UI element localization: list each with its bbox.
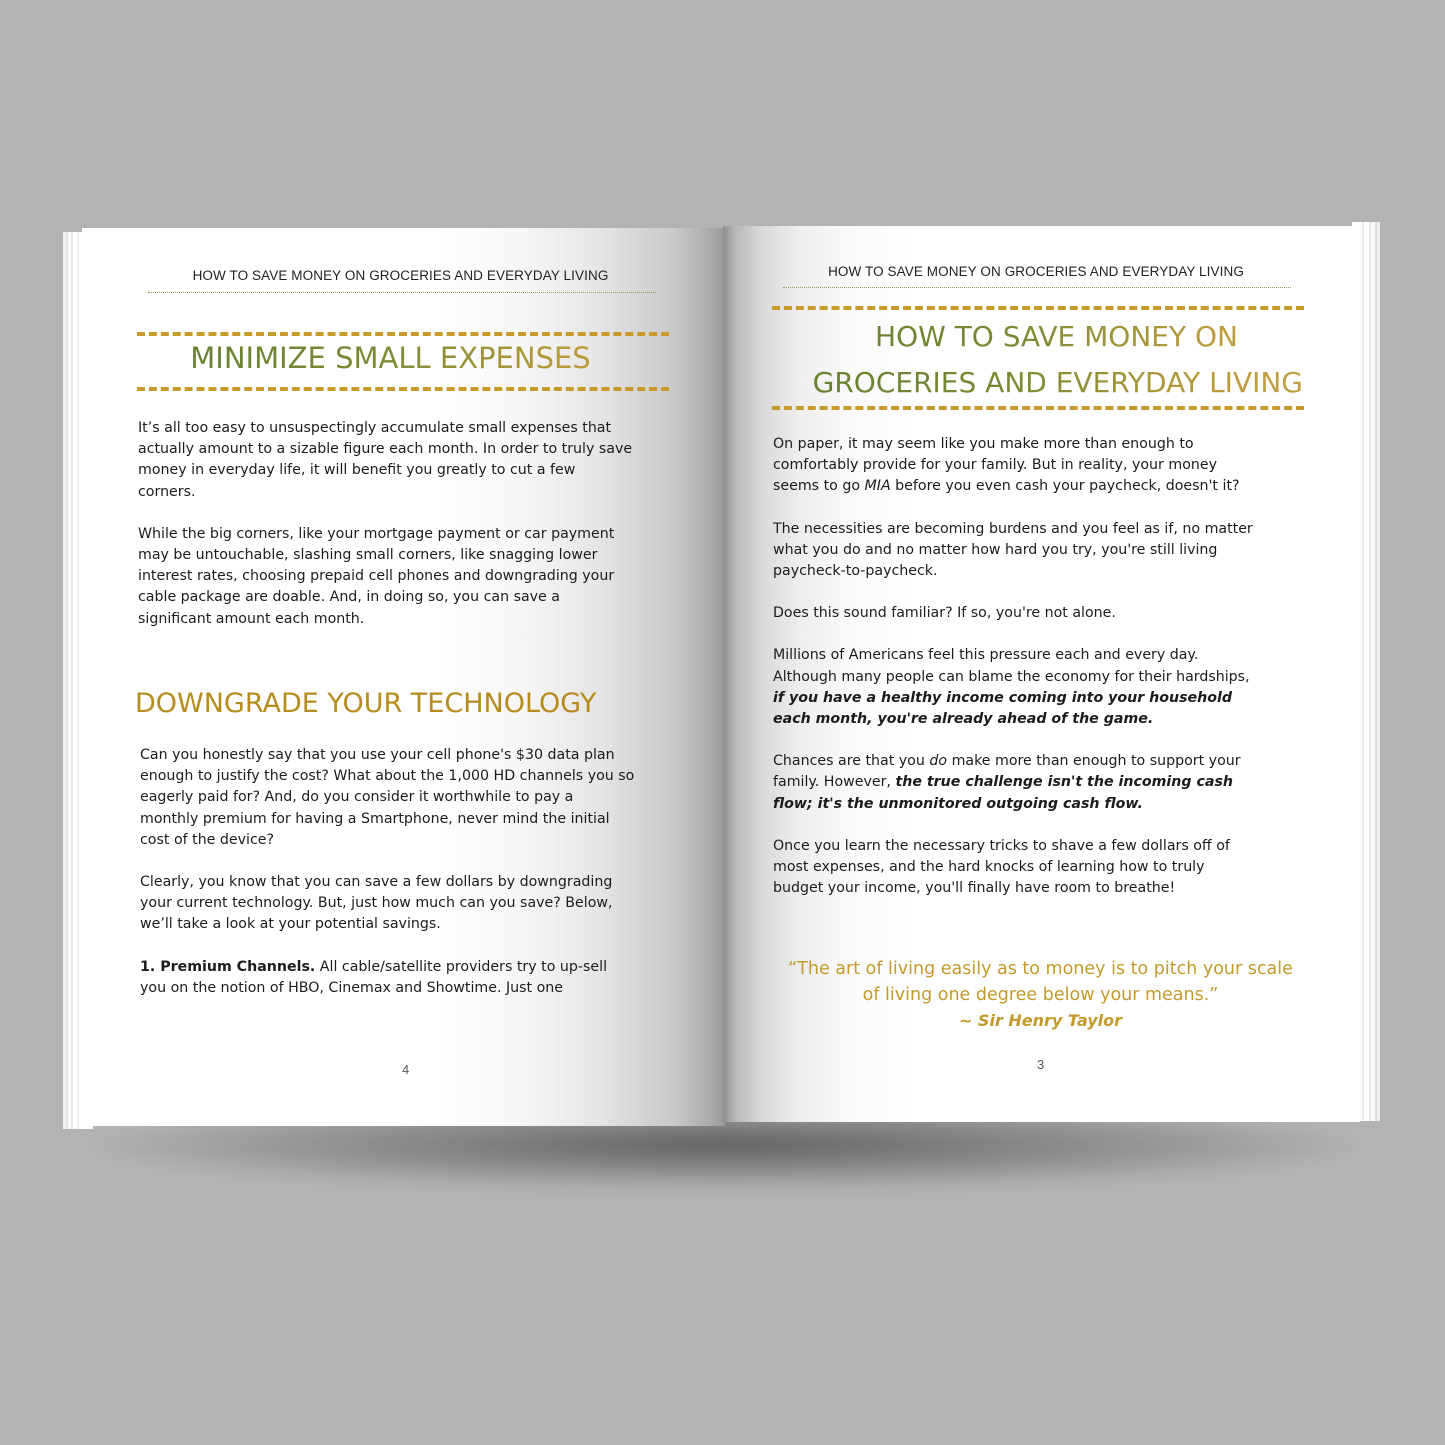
paragraph: It’s all too easy to unsuspectingly accumulate small expenses that actually amount to a sizable figure each month. In order to truly save money in everyday life, it will benefit you greatly to cut a few corners. [138,420,633,500]
text-run: Chances are that you [773,753,930,770]
paragraph: The necessities are becoming burdens and you feel as if, no matter what you do and no matter how hard you try, you're still living paycheck-to-paycheck. [773,520,1253,580]
heading-rule-bottom [137,387,669,391]
technology-text [140,745,635,1020]
paragraph [773,751,1258,815]
chapter-text [773,434,1258,920]
paragraph: Once you learn the necessary tricks to shave a few dollars off of most expenses, and the hard knocks of learning how to truly budget your income, you'll finally have room to breathe! [773,837,1230,897]
text-run: On paper, it may seem like you make more than enough to comfortably provide for your family. But in reality, your money seems to go [773,436,1217,495]
title-rule-bottom [772,406,1304,410]
paragraph [773,434,1258,498]
quote-author: ~ Sir Henry Taylor [958,1011,1123,1030]
subsection-heading: DOWNGRADE YOUR TECHNOLOGY [135,688,597,719]
heading-rule-top [137,332,669,336]
list-item-text: All cable/satellite providers try to up-sell you on the notion of HBO, Cinemax and Showtime. Just one [140,958,608,996]
text-run: Millions of Americans feel this pressure each and every day. Although many people can blame the economy for their hardships, [773,647,1250,685]
strong-emphasis: the true challenge isn't the incoming cash flow; it's the unmonitored outgoing cash flow. [773,774,1233,812]
paragraph: Can you honestly say that you use your cell phone's $30 data plan enough to justify the cost? What about the 1,000 HD channels you so eagerly paid for? And, do you consider it worthwhile to pay a monthly premium for having a Smartphone, never mind the initial cost of the device? [140,747,635,848]
page-number: 4 [402,1062,410,1077]
left-page [82,228,725,1126]
running-head: HOW TO SAVE MONEY ON GROCERIES AND EVERYDAY LIVING [828,264,1244,279]
emphasis: MIA [864,478,891,495]
list-item [140,957,635,999]
chapter-title [723,314,1360,360]
paragraph [773,645,1258,730]
chapter-title-line: GROCERIES AND EVERYDAY LIVING [723,360,1360,406]
title-rule-top [772,306,1304,310]
paragraph: Clearly, you know that you can save a few dollars by downgrading your current technology. But, just how much can you save? Below, we’ll take a look at your potential savings. [140,874,613,933]
paragraph: While the big corners, like your mortgage payment or car payment may be untouchable, slashing small corners, like snagging lower interest rates, choosing prepaid cell phones and downgrading your cable package are doable. And, in doing so, you can save a significant amount each month. [138,525,615,627]
text-run: make more than enough to support your family. However, [773,753,1241,791]
quote-block [788,956,1293,1034]
header-rule [783,287,1291,288]
quote-text: “The art of living easily as to money is to pitch your scale of living one degree below your means.” [788,959,1293,1005]
right-page [723,226,1360,1122]
emphasis: do [929,753,948,770]
text-run: before you even cash your paycheck, doesn't it? [890,478,1240,495]
header-rule [148,292,656,293]
running-head: HOW TO SAVE MONEY ON GROCERIES AND EVERYDAY LIVING [192,268,609,283]
paragraph: Does this sound familiar? If so, you're not alone. [773,605,1116,622]
strong-emphasis: if you have a healthy income coming into your household each month, you're already ahead of the game. [773,689,1233,728]
intro-text [138,418,633,651]
section-heading: MINIMIZE SMALL EXPENSES [82,341,725,375]
chapter-title-line: HOW TO SAVE MONEY ON [875,320,1238,353]
list-item-label: 1. Premium Channels. [140,958,316,975]
page-number: 3 [1037,1057,1045,1072]
